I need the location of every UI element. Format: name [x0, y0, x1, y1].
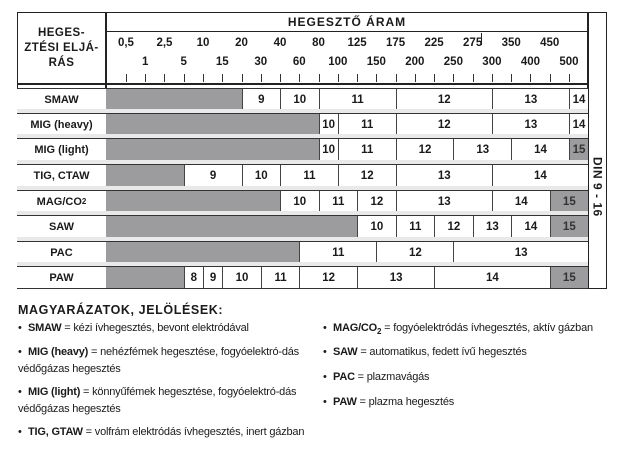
process-label [17, 215, 106, 238]
axis-label-bottom: 400 [520, 56, 540, 68]
process-name: SAW [48, 220, 75, 233]
unsuitable-range-bar [106, 267, 184, 288]
din-cell: 10 [280, 89, 319, 110]
axis-label-top: 2,5 [156, 37, 173, 49]
din-cell: 14 [492, 165, 588, 186]
axis-label-bottom: 5 [180, 56, 187, 68]
din-cell: 11 [280, 165, 338, 186]
legend-term: SAW [333, 346, 358, 358]
din-cell-gray: 15 [550, 191, 588, 212]
din-cell: 11 [319, 89, 396, 110]
process-label [17, 190, 106, 213]
din-cell: 10 [222, 267, 261, 288]
din-cell: 12 [299, 267, 357, 288]
din-cell: 9 [203, 267, 222, 288]
din-cell-gray: 15 [550, 267, 588, 288]
process-row [106, 266, 588, 289]
din-cell: 10 [280, 191, 319, 212]
axis-label-top: 450 [540, 37, 560, 49]
axis-tick [376, 74, 377, 82]
axis-tick [299, 74, 300, 82]
legend-term: TIG, GTAW [28, 426, 83, 438]
axis-tick [357, 74, 358, 82]
din-cell: 12 [434, 216, 473, 237]
din-cell: 13 [492, 114, 569, 135]
unsuitable-range-bar [106, 89, 242, 110]
legend-item [323, 320, 613, 340]
legend-definition: = plazmavágás [354, 371, 430, 383]
process-name-subscript: 2 [81, 197, 87, 206]
axis-tick [184, 74, 185, 82]
axis-label-bottom: 500 [559, 56, 579, 68]
process-label [17, 138, 106, 161]
axis-tick [453, 74, 454, 82]
unsuitable-range-bar [106, 191, 280, 212]
din-cell-gray: 15 [569, 139, 588, 160]
din-cell: 14 [434, 267, 550, 288]
legend-item [323, 394, 613, 411]
legend-definition: = nehézfémek hegesztése, fogyóelektró-dás védőgázas hegesztés [18, 346, 299, 375]
axis-tick [473, 74, 474, 82]
process-name: MIG (light) [34, 143, 89, 156]
din-range-label [588, 84, 607, 289]
axis-label-top: 80 [312, 37, 325, 49]
axis-tick [280, 74, 281, 82]
legend-item [18, 320, 308, 337]
process-label [17, 266, 106, 289]
bullet-icon: • [18, 346, 22, 358]
axis-tick [242, 74, 243, 82]
axis-tick [203, 74, 204, 82]
din-text: DIN 9 - 16 [590, 156, 605, 217]
din-cell: 11 [261, 267, 300, 288]
axis-label-bottom: 300 [482, 56, 502, 68]
legend-item [323, 344, 613, 361]
din-cell: 13 [357, 267, 434, 288]
bullet-icon: • [323, 346, 327, 358]
legend-term: MAG/CO [333, 322, 378, 334]
unsuitable-range-bar [106, 139, 319, 160]
axis-label-bottom: 1 [142, 56, 149, 68]
axis-label-top: 175 [386, 37, 406, 49]
axis-tick [261, 74, 262, 82]
process-name: SMAW [44, 93, 79, 106]
din-cell: 13 [396, 165, 492, 186]
din-cell: 13 [492, 89, 569, 110]
din-cell: 11 [338, 114, 396, 135]
din-cell: 11 [299, 242, 376, 263]
process-name: MAG/CO [36, 195, 82, 208]
axis-tick [434, 74, 435, 82]
din-cell: 12 [338, 165, 396, 186]
axis-tick [511, 74, 512, 82]
din-cell: 14 [511, 216, 550, 237]
axis-label-top: 125 [347, 37, 367, 49]
legend-definition: = plazma hegesztés [356, 396, 455, 408]
process-label [17, 88, 106, 111]
axis-tick [492, 74, 493, 82]
din-cell: 12 [396, 114, 492, 135]
process-row [106, 88, 588, 111]
process-label [17, 113, 106, 136]
process-row [106, 113, 588, 136]
axis-label-top: 275 [463, 37, 483, 49]
din-cell: 10 [319, 114, 338, 135]
unsuitable-range-bar [106, 242, 299, 263]
axis-label-top: 40 [273, 37, 287, 49]
process-row [106, 190, 588, 213]
unsuitable-range-bar [106, 165, 184, 186]
legend-term: MIG (light) [28, 386, 81, 398]
din-cell: 13 [396, 191, 492, 212]
legend-term: SMAW [28, 322, 62, 334]
axis-tick [415, 74, 416, 82]
legend-item [323, 369, 613, 386]
din-cell: 10 [319, 139, 338, 160]
bullet-icon: • [323, 371, 327, 383]
legend-definition: = automatikus, fedett ívű hegesztés [357, 346, 527, 358]
legend-item [18, 424, 308, 441]
axis-label-bottom: 150 [366, 56, 386, 68]
din-cell: 12 [396, 139, 454, 160]
axis-label-bottom: 200 [405, 56, 425, 68]
process-row [106, 138, 588, 161]
axis-label-bottom: 60 [292, 56, 306, 68]
axis-tick [319, 74, 320, 82]
din-cell: 10 [242, 165, 281, 186]
axis-tick [530, 74, 531, 82]
axis-tick [126, 74, 127, 82]
axis-label-top: 0,5 [117, 37, 134, 49]
header-bottom-divider [17, 83, 588, 85]
bullet-icon: • [323, 322, 327, 334]
unsuitable-range-bar [106, 114, 319, 135]
din-cell: 9 [184, 165, 242, 186]
din-cell: 14 [569, 89, 588, 110]
axis-tick [338, 74, 339, 82]
process-name: MIG (heavy) [30, 118, 93, 131]
din-cell: 14 [492, 191, 550, 212]
unsuitable-range-bar [106, 216, 357, 237]
din-cell: 10 [357, 216, 396, 237]
din-cell: 11 [319, 191, 358, 212]
din-cell: 11 [338, 139, 396, 160]
process-column-header: HEGES- ZTÉSI ELJÁ- RÁS [24, 26, 99, 69]
axis-tick [550, 74, 551, 82]
din-cell: 12 [357, 191, 396, 212]
din-cell: 12 [376, 242, 453, 263]
din-cell: 8 [184, 267, 203, 288]
axis-tick [222, 74, 223, 82]
axis-label-top: 20 [235, 37, 248, 49]
legend-term-subscript: 2 [377, 327, 382, 337]
din-cell: 14 [511, 139, 569, 160]
process-row [106, 164, 588, 187]
din-cell: 9 [242, 89, 281, 110]
legend-term: MIG (heavy) [28, 346, 89, 358]
legend-term: PAW [333, 396, 357, 408]
din-cell: 13 [453, 242, 588, 263]
process-label [17, 241, 106, 264]
legend-definition: = fogyóelektródás ívhegesztés, aktív gázban [381, 322, 593, 334]
axis-label-top: 350 [501, 37, 521, 49]
axis-label-bottom: 250 [443, 56, 463, 68]
din-cell: 13 [473, 216, 512, 237]
bullet-icon: • [18, 322, 22, 334]
process-row [106, 241, 588, 264]
legend-term: PAC [333, 371, 355, 383]
axis-tick [164, 74, 165, 82]
din-cell: 13 [453, 139, 511, 160]
bullet-icon: • [18, 386, 22, 398]
bullet-icon: • [18, 426, 22, 438]
legend-definition: = kézi ívhegesztés, bevont elektródával [61, 322, 249, 334]
din-cell: 14 [569, 114, 588, 135]
din-cell: 11 [396, 216, 435, 237]
legend-title: MAGYARÁZATOK, JELÖLÉSEK: [18, 303, 224, 317]
axis-label-bottom: 30 [254, 56, 268, 68]
axis-tick [569, 74, 570, 82]
din-cell-gray: 15 [550, 216, 588, 237]
legend-definition: = könnyűfémek hegesztése, fogyóelektró-dás védőgázas hegesztés [18, 386, 297, 415]
current-header-title: HEGESZTŐ ÁRAM [287, 15, 407, 29]
din-cell: 12 [396, 89, 492, 110]
process-name: PAC [50, 246, 73, 259]
bullet-icon: • [323, 396, 327, 408]
axis-label-bottom: 100 [328, 56, 348, 68]
process-name: TIG, CTAW [33, 169, 90, 182]
legend-definition: = volfrám elektródás ívhegesztés, inert gázban [82, 426, 305, 438]
axis-label-bottom: 15 [215, 56, 229, 68]
legend-item [18, 344, 308, 378]
axis-label-top: 225 [424, 37, 444, 49]
axis-tick [396, 74, 397, 82]
axis-label-top: 10 [196, 37, 210, 49]
header-title-divider [106, 31, 588, 32]
legend-item [18, 384, 308, 418]
axis-tick [145, 74, 146, 82]
process-label [17, 164, 106, 187]
process-name: PAW [49, 271, 74, 284]
process-row [106, 215, 588, 238]
